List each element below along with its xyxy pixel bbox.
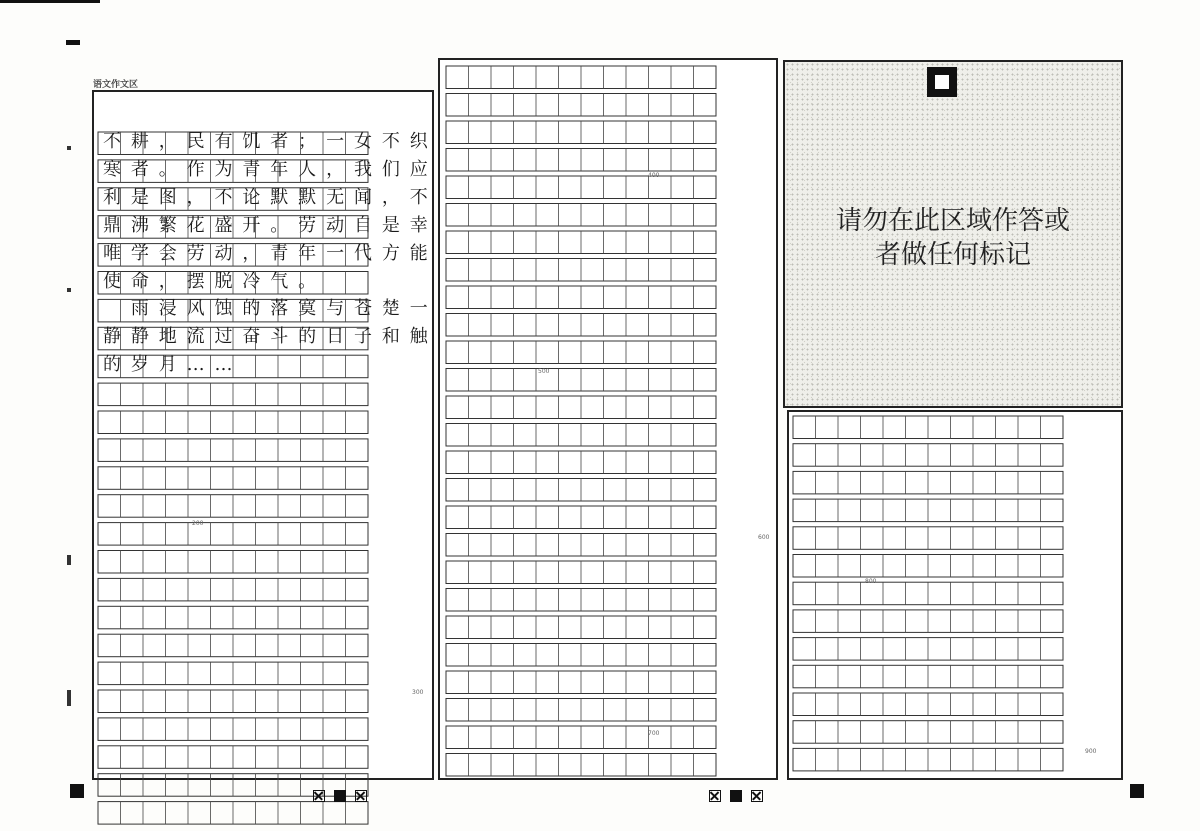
registration-mark-top-left (66, 40, 80, 45)
writing-grid-3 (789, 412, 1125, 782)
word-count-mark: 600 (758, 534, 770, 541)
barcode-box-icon (355, 790, 367, 802)
margin-mark (67, 690, 71, 706)
word-count-mark: 500 (538, 368, 550, 375)
barcode-box-icon (334, 790, 346, 802)
margin-mark (67, 288, 71, 292)
no-answer-marker-icon-inner (935, 75, 949, 89)
registration-mark-bottom-left (70, 784, 84, 798)
answer-line: 的 岁 月 … … (102, 354, 233, 376)
answer-line: 鼎 沸 繁 花 盛 开 。 劳 动 自 是 幸 (102, 214, 428, 236)
word-count-mark: 700 (648, 730, 660, 737)
no-answer-area (783, 60, 1123, 408)
writing-grid-2 (440, 60, 780, 782)
answer-panel-2 (438, 58, 778, 780)
registration-mark-bottom-right (1130, 784, 1144, 798)
barcode-box-icon (751, 790, 763, 802)
word-count-mark: 400 (648, 172, 660, 179)
barcode-box-icon (709, 790, 721, 802)
answer-line: 使 命 ， 摆 脱 冷 气 。 (102, 270, 317, 292)
barcode-box-icon (730, 790, 742, 802)
no-answer-notice-line1: 请勿在此区域作答或 (835, 206, 1070, 236)
section-title: 语文作文区 (93, 80, 139, 90)
answer-line: 雨 浸 风 蚀 的 落 寞 与 苍 楚 一 (130, 298, 428, 320)
word-count-mark: 900 (1085, 748, 1097, 755)
word-count-mark: 300 (412, 689, 424, 696)
answer-line: 寒 者 。 作 为 青 年 人 ， 我 们 应 (102, 158, 428, 180)
answer-line: 利 是 图 ， 不 论 默 默 无 闻 ， 不 (102, 186, 428, 208)
corner-fold-mark (0, 0, 100, 3)
no-answer-notice-line2: 者做任何标记 (874, 240, 1031, 270)
answer-panel-3 (787, 410, 1123, 780)
word-count-mark: 800 (865, 578, 877, 585)
margin-mark (67, 555, 71, 565)
margin-mark (67, 146, 71, 150)
barcode-box-icon (313, 790, 325, 802)
answer-line: 不 耕 ， 民 有 饥 者 ； 一 女 不 织 (102, 131, 428, 152)
answer-panel-1 (92, 90, 434, 780)
word-count-mark: 200 (192, 520, 204, 527)
answer-line: 唯 学 会 劳 动 ， 青 年 一 代 方 能 (102, 242, 428, 264)
answer-line: 静 静 地 流 过 奋 斗 的 日 子 和 触 (102, 326, 428, 348)
